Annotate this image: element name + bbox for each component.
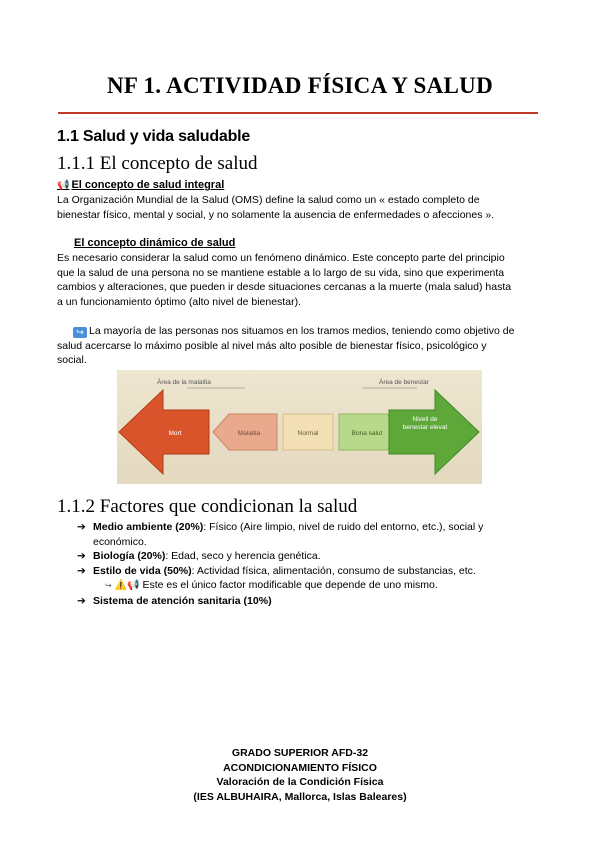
text-line: a un funcionamiento óptimo (alto nivel de bienestar). bbox=[57, 295, 301, 308]
factor-name: Estilo de vida (50%) bbox=[93, 564, 192, 577]
health-continuum-diagram bbox=[117, 370, 482, 484]
integral-paragraph bbox=[57, 193, 542, 222]
factor-name: Medio ambiente (20%) bbox=[93, 521, 204, 533]
footer-line: GRADO SUPERIOR AFD-32 bbox=[231, 747, 369, 759]
dinamico-subtitle bbox=[74, 237, 235, 249]
list-item bbox=[77, 549, 537, 564]
list-item bbox=[77, 594, 537, 609]
stage-label-normal: Normal bbox=[297, 430, 319, 437]
footer-line: Valoración de la Condición Física bbox=[216, 776, 384, 788]
arrow-right-icon: ➔ bbox=[77, 550, 86, 562]
factor-text-cont: económico. bbox=[93, 535, 147, 548]
factors-list bbox=[77, 520, 537, 608]
hook-arrow-icon: ↪ bbox=[105, 581, 112, 590]
continuum-graphic bbox=[117, 370, 482, 484]
list-item bbox=[77, 520, 537, 549]
dinamico-paragraph bbox=[57, 251, 542, 309]
stage-label-benestar-box bbox=[401, 416, 449, 450]
text-line: que la salud de una persona no se mantiene estable a lo largo de su vida, sino que experimenta bbox=[57, 266, 505, 279]
subsection-heading-concepto: 1.1.1 El concepto de salud bbox=[57, 153, 258, 174]
return-arrow-icon: ↪ bbox=[73, 327, 87, 338]
megaphone-icon: 📢 bbox=[57, 179, 70, 191]
arrow-right-icon: ➔ bbox=[77, 594, 86, 607]
stage-label-benestar: Nivell de benestar elevat bbox=[402, 416, 448, 431]
factor-name: Sistema de atención sanitaria (10%) bbox=[93, 594, 272, 607]
list-item bbox=[77, 564, 537, 579]
text-line: Es necesario considerar la salud como un fenómeno dinámico. Este concepto parte del principio bbox=[57, 252, 505, 264]
stage-label-mort: Mort bbox=[168, 430, 182, 437]
text-line: salud acercarse lo máximo posible al nivel más alto posible de bienestar físico, psicológico y bbox=[57, 339, 487, 352]
note-text: Este es el único factor modificable que depende de uno mismo. bbox=[142, 579, 438, 591]
text-line: bienestar físico, mental y social, y no solamente la ausencia de enfermedades o afecciones ». bbox=[57, 208, 495, 221]
integral-title: El concepto de salud integral bbox=[71, 179, 225, 191]
lifestyle-note bbox=[77, 578, 537, 594]
text-line: La Organización Mundial de la Salud (OMS) define la salud como un « estado completo de bbox=[57, 194, 480, 206]
text-line bbox=[57, 324, 542, 339]
warning-icon: ⚠️ bbox=[114, 580, 128, 591]
dinamico-title: El concepto dinámico de salud bbox=[74, 237, 236, 249]
arrow-right-icon: ➔ bbox=[77, 564, 86, 577]
page-footer bbox=[0, 746, 600, 804]
page-title: NF 1. ACTIVIDAD FÍSICA Y SALUD bbox=[107, 73, 493, 98]
section-heading: 1.1 Salud y vida saludable bbox=[57, 128, 251, 145]
footer-line: (IES ALBUHAIRA, Mallorca, Islas Baleares) bbox=[193, 790, 407, 803]
mayoria-paragraph bbox=[57, 324, 542, 368]
stage-label-bona-salut: Bona salut bbox=[351, 430, 383, 437]
area-right-label: Àrea de benestar bbox=[379, 379, 429, 386]
text-line: cambios y alteraciones, que pueden ir desde situaciones cercanas a la muerte (mala salud) hasta bbox=[57, 281, 512, 293]
subsection-heading-factores: 1.1.2 Factores que condicionan la salud bbox=[57, 496, 358, 517]
factor-text: : Actividad física, alimentación, consumo de substancias, etc. bbox=[191, 564, 476, 577]
mayoria-first-line: La mayoría de las personas nos situamos en los tramos medios, teniendo como objetivo de bbox=[89, 325, 515, 337]
title-divider bbox=[58, 112, 538, 114]
integral-subtitle bbox=[57, 179, 224, 191]
stage-label-malaltia: Malaltia bbox=[237, 430, 261, 437]
factor-text: : Físico (Aire limpio, nivel de ruido del entorno, etc.), social y bbox=[203, 521, 484, 533]
stage-arrow-mort bbox=[119, 390, 209, 474]
arrow-right-icon: ➔ bbox=[77, 521, 86, 533]
footer-line: ACONDICIONAMIENTO FÍSICO bbox=[223, 761, 377, 774]
factor-name: Biología (20%) bbox=[93, 550, 166, 562]
area-left-label: Área de la malaltia bbox=[157, 379, 211, 386]
factor-text: : Edad, seco y herencia genética. bbox=[165, 550, 321, 562]
text-line: social. bbox=[57, 354, 87, 366]
megaphone-icon: 📢 bbox=[127, 580, 140, 591]
